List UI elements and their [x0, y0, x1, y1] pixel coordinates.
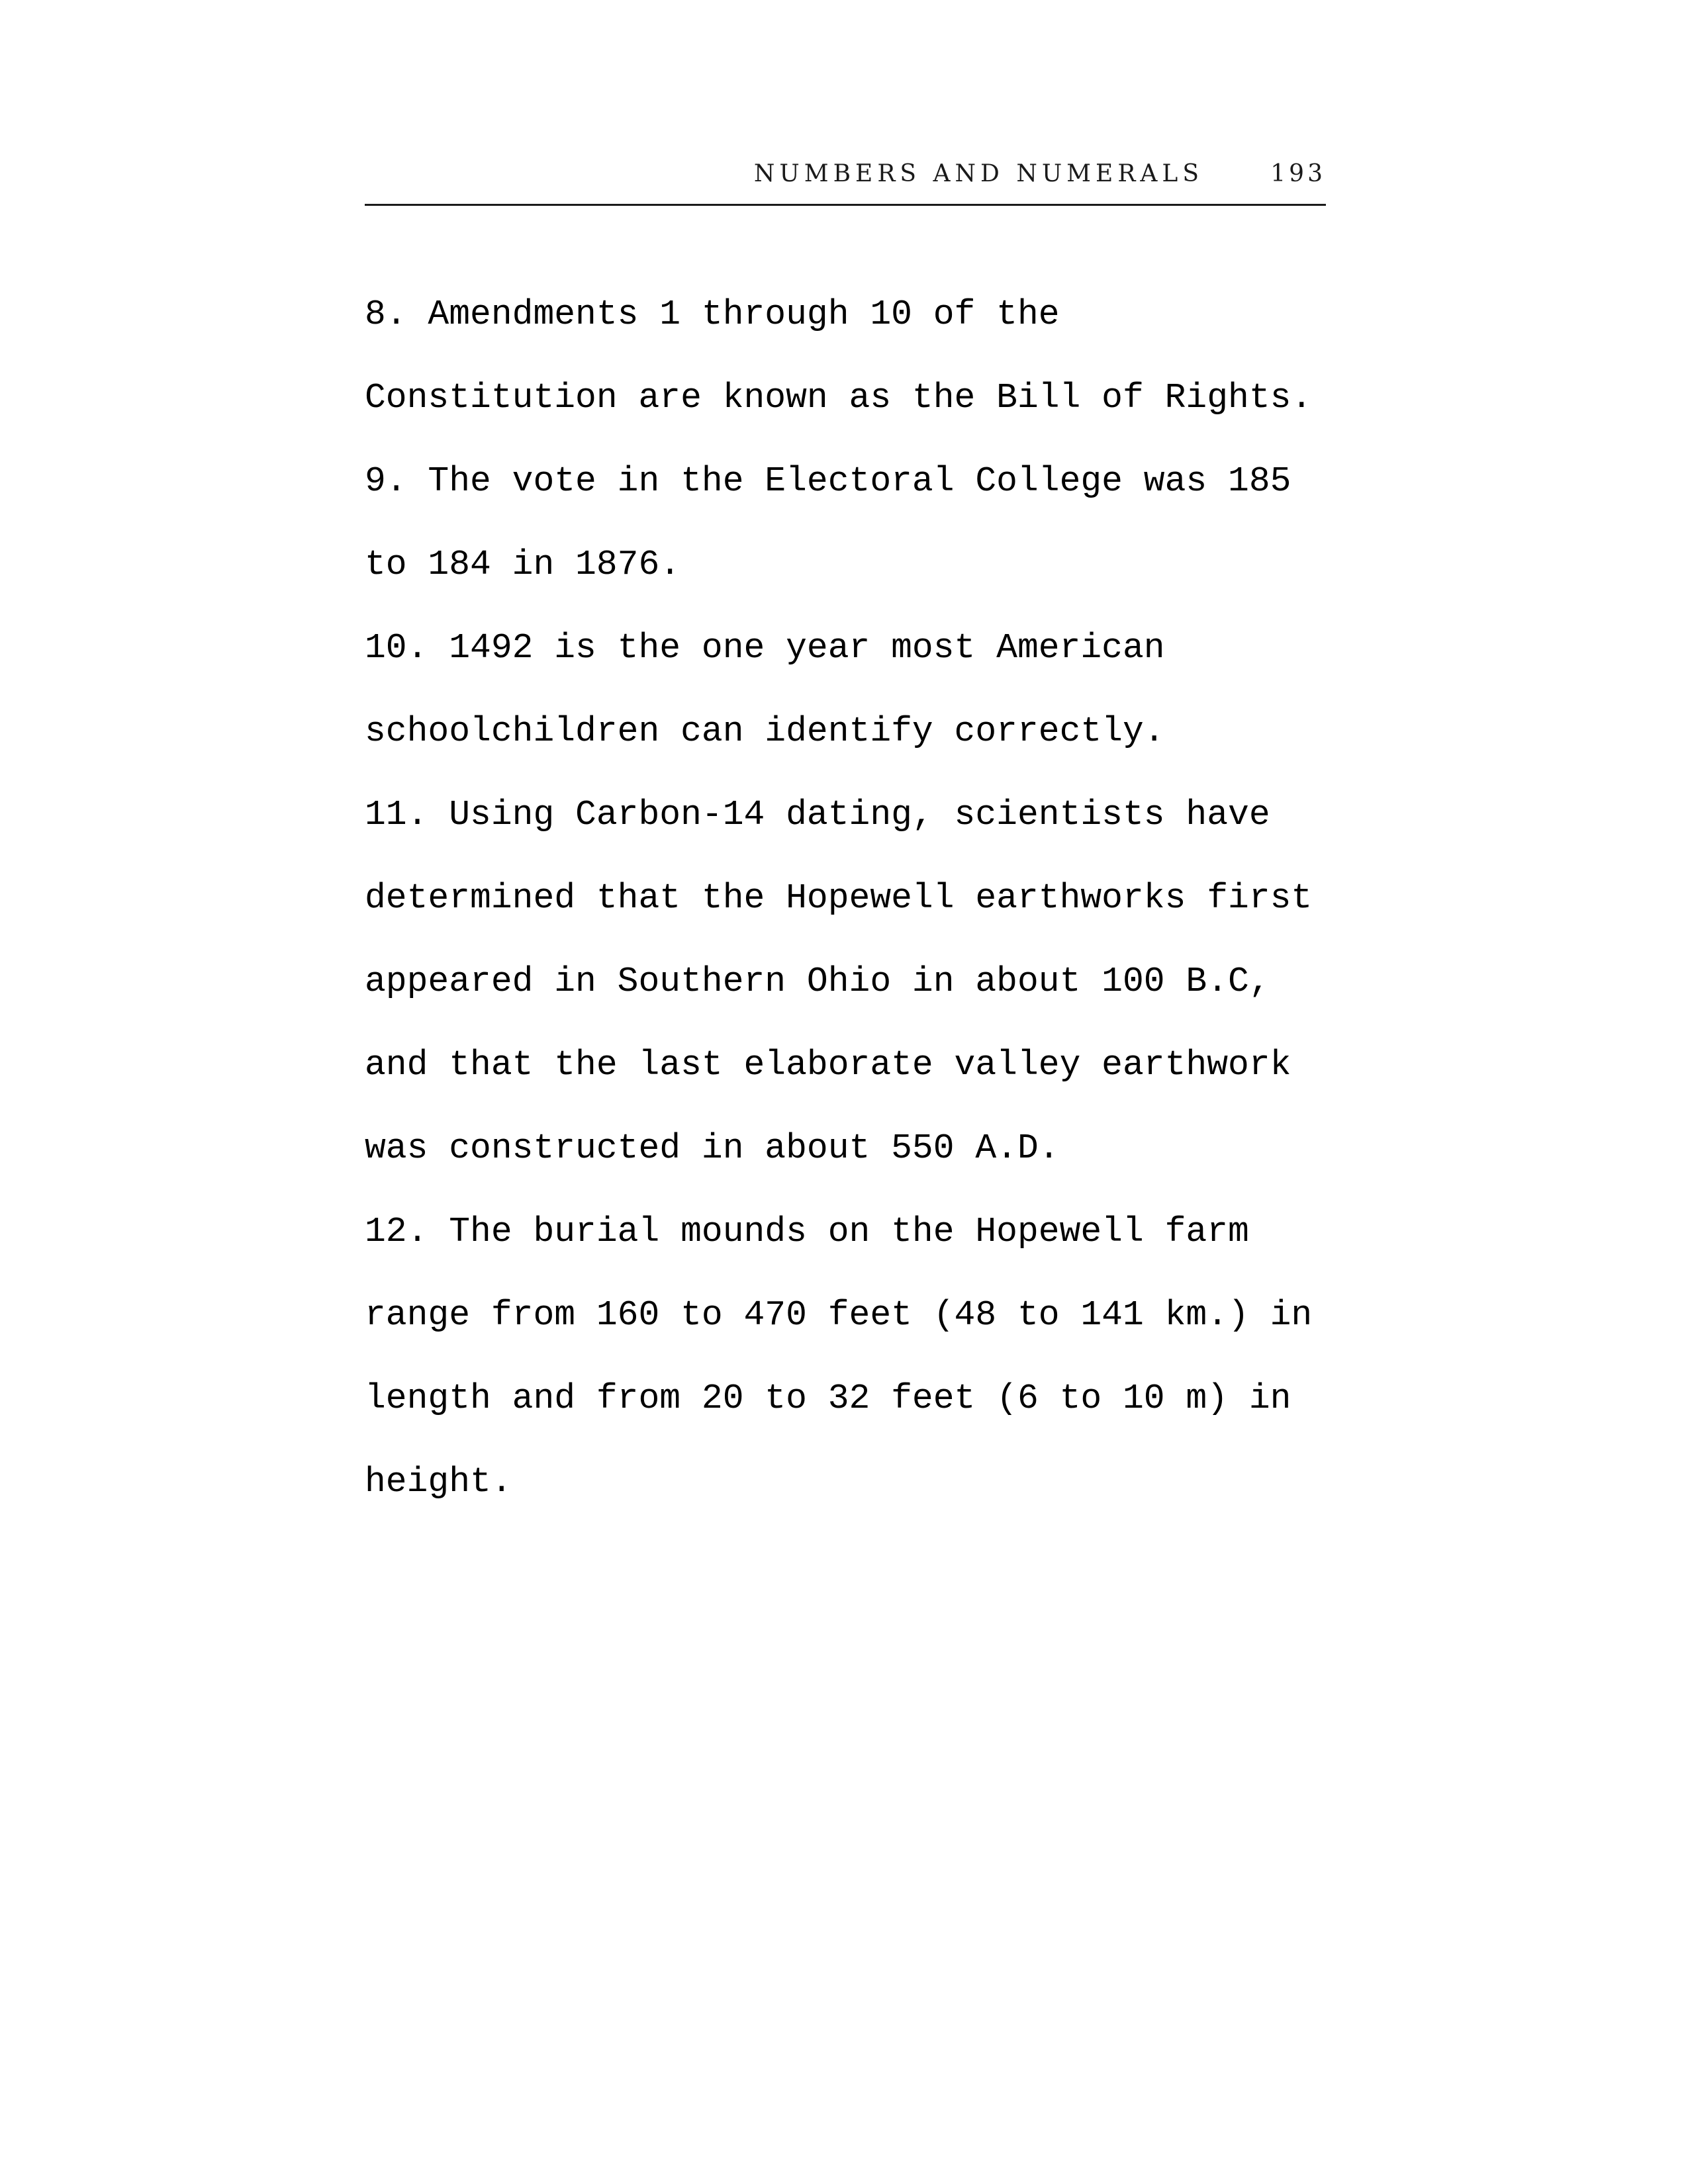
text-line: to 184 in 1876.	[365, 545, 681, 584]
text-line: 8. Amendments 1 through 10 of the	[365, 295, 1060, 334]
running-header-title: NUMBERS AND NUMERALS	[753, 160, 1203, 187]
text-line: range from 160 to 470 feet (48 to 141 km.) in	[365, 1295, 1313, 1335]
text-line: was constructed in about 550 A.D.	[365, 1128, 1060, 1168]
text-line: Constitution are known as the Bill of Rights.	[365, 378, 1313, 418]
text-line: 9. The vote in the Electoral College was 185	[365, 461, 1291, 501]
page-number: 193	[1270, 160, 1326, 187]
text-line: appeared in Southern Ohio in about 100 B.C,	[365, 962, 1270, 1001]
text-line: determined that the Hopewell earthworks first	[365, 878, 1313, 918]
text-line: and that the last elaborate valley earthwork	[365, 1045, 1291, 1085]
text-line: schoolchildren can identify correctly.	[365, 711, 1165, 751]
text-line: length and from 20 to 32 feet (6 to 10 m) in	[365, 1379, 1291, 1418]
text-line: 12. The burial mounds on the Hopewell farm	[365, 1212, 1249, 1251]
body-text	[365, 273, 1344, 1524]
running-header	[365, 156, 1326, 206]
text-line: height.	[365, 1462, 512, 1502]
text-line: 10. 1492 is the one year most American	[365, 628, 1165, 668]
text-line: 11. Using Carbon-14 dating, scientists have	[365, 795, 1270, 835]
